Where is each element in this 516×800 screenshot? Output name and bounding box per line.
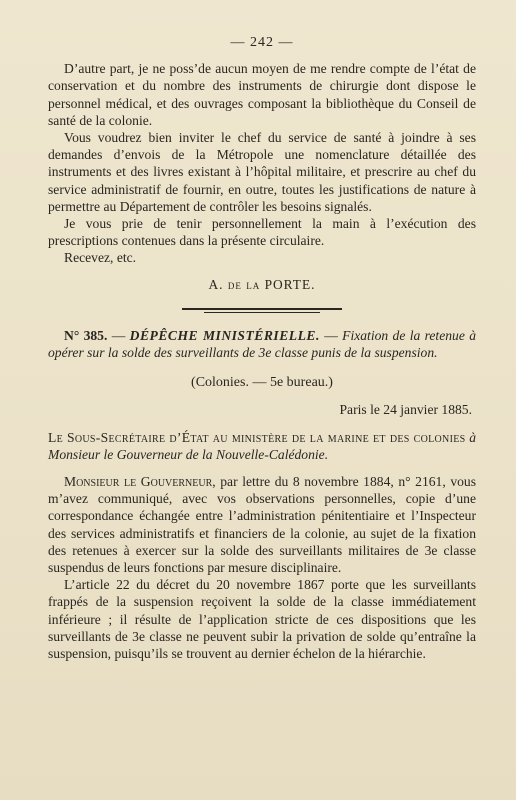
salutation: Monsieur le Gouverneur, <box>64 474 216 490</box>
address-to: à <box>465 429 476 445</box>
paragraph-2: Vous voudrez bien inviter le chef du service de santé à joindre à ses demandes d’envois de la Métropole une nomenclature détaillée des instruments et des livres existant à l’hôpital militaire, et prescrire au chef du service administratif de fournir, en outre, toutes les justifications de nature à permettre au Département de contrôler les besoins signalés. <box>48 130 476 214</box>
heading-dash: — <box>107 327 130 343</box>
page-number: — 242 — <box>230 35 294 50</box>
body-paragraph-2: L’article 22 du décret du 20 novembre 1867 porte que les surveillants frappés de la suspension reçoivent la solde de la classe immédiatement inférieure ; il résulte de l’application stricte de ces dispositions que les surveillants de 3e classe ne peuvent subir la privation de solde qu’entraîne la suspension, puisqu’ils se trouvent au dernier échelon de la hiérarchie. <box>48 577 476 662</box>
signature-name: PORTE. <box>264 276 316 292</box>
body-paragraph-1-text: par lettre du 8 novembre 1884, n° 2161, vous m’avez communiqué, avec vos observations personnelles, copie d’une correspondance échangée entre l’administration pénitentiaire et l’Inspecteur des services administratifs et financiers de la colonie, au sujet de la fixation des retenues à exercer sur la solde des surveillants militaires de 3e classe suspendus de leurs fonctions par mesure disciplinaire. <box>48 474 476 576</box>
dispatch-heading <box>48 327 476 361</box>
signature-initial: A. <box>208 276 224 292</box>
paragraph-1: D’autre part, je ne poss’de aucun moyen de me rendre compte de l’état de conservation et du nombre des instruments de chirurgie dont dispose le personnel médical, et des ouvrages composant la bibliothèque du Conseil de santé de la colonie. <box>48 61 476 128</box>
signature-particle: de la <box>227 276 261 292</box>
paragraph-4: Recevez, etc. <box>64 250 137 266</box>
address-block <box>48 429 476 463</box>
dispatch-subject: Fixation de la retenue à opérer sur la solde des surveillants de 3e classe punis de la suspension. <box>48 327 476 361</box>
heading-dash-2: — <box>319 327 343 343</box>
bureau-line: (Colonies. — 5e bureau.) <box>191 375 333 391</box>
section-divider <box>182 308 342 310</box>
letter-body <box>48 473 476 662</box>
address-sender: Le Sous-Secrétaire d’État au ministère de la marine et des colonies <box>48 429 466 445</box>
body-paragraph-1 <box>48 473 476 576</box>
address-recipient: Monsieur le Gouverneur de la Nouvelle-Calédonie. <box>48 446 329 462</box>
dispatch-number: N° 385. <box>64 327 108 343</box>
signature <box>48 276 476 293</box>
date-line: Paris le 24 janvier 1885. <box>339 402 472 418</box>
paragraph-3: Je vous prie de tenir personnellement la main à l’exécution des prescriptions contenues dans la présente circulaire. <box>48 216 476 249</box>
page-content <box>48 34 476 662</box>
dispatch-type: DÉPÊCHE MINISTÉRIELLE. <box>129 327 320 343</box>
